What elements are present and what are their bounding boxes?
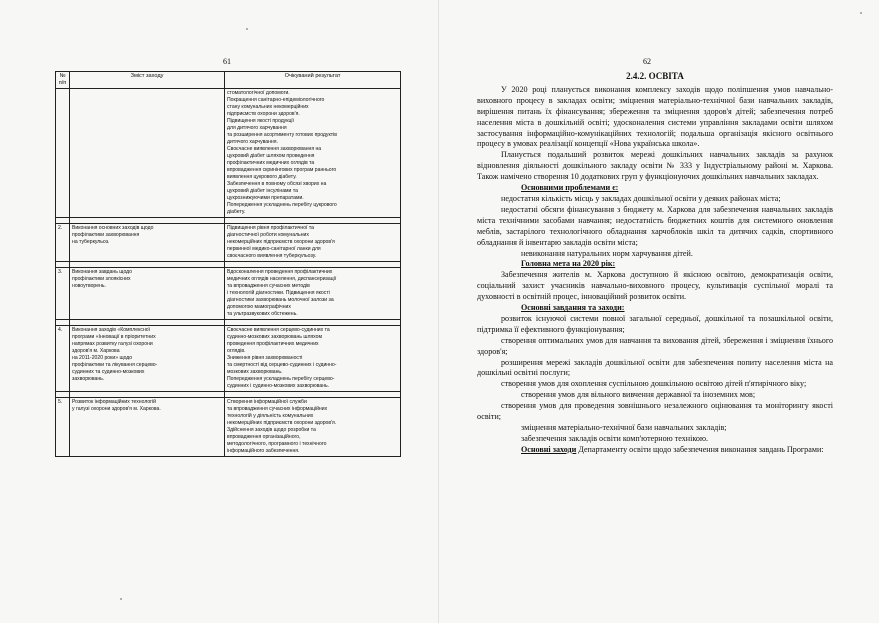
measure-line: профілактики злоякісних	[72, 276, 131, 282]
task-item: створення оптимальних умов для навчання та виховання дітей, збереження і зміцнення їхнього здоров'я;	[477, 335, 833, 356]
result-line: Покращення санітарно-епідеміологічного	[227, 97, 325, 103]
problem-item: недостатня кількість місць у закладах дошкільної освіти у деяких районах міста;	[501, 193, 781, 203]
result-line: стану комунальних некомерційних	[227, 104, 309, 110]
goal-text: Забезпечення жителів м. Харкова доступною й якісною освітою, демократизація освіти, соціальний захист учасників навчально-виховного процесу, культивація суспільної моралі та духовності в освітній процес, інноваційний розвиток освіти.	[477, 270, 833, 302]
result-line: діабету.	[227, 209, 246, 215]
measure-line: у галузі охорони здоров'я м. Харкова.	[72, 406, 161, 412]
result-cell	[225, 268, 401, 320]
health-measures-table	[55, 71, 401, 457]
result-line: Здійснення заходів щодо розробки та	[227, 427, 316, 433]
result-line: Своєчасне виявлення серцево-судинних та	[227, 327, 330, 333]
table-row	[56, 89, 401, 218]
result-line: і технологій діагностики. Підвищення якості	[227, 290, 330, 296]
table-row	[56, 224, 401, 262]
result-line: некомерційних підприємств охорони здоров'я.	[227, 420, 337, 426]
result-line: цукровий діабет шляхом проведення	[227, 153, 315, 159]
result-line: та смертності від серцево-судинних і судинно-	[227, 362, 337, 368]
task-item: розвиток існуючої системи повної загальної середньої, дошкільної та позашкільної освіти, підтримка її ефективного функціонування;	[477, 313, 833, 334]
scan-speck	[860, 12, 862, 14]
result-line: діагностичної роботи комунальних	[227, 232, 309, 238]
result-line: Своєчасне виявлення захворювання на	[227, 146, 322, 152]
measure-cell	[70, 268, 225, 320]
result-line: Вдосконалення проведення профілактичних	[227, 269, 333, 275]
measure-line: Виконання завдань щодо	[72, 269, 132, 275]
task-item: створення умов для проведення зовнішнього незалежного оцінювання та моніторингу якості освіти;	[477, 401, 833, 422]
result-line: проведення профілактичних медичних	[227, 341, 319, 347]
task-item: забезпечення закладів освіти комп'ютерною технікою.	[521, 433, 709, 443]
result-line: впровадження організаційного,	[227, 434, 301, 440]
result-line: Підвищення рівня профілактичної та	[227, 225, 314, 231]
result-line: підприємств охорони здоров'я.	[227, 111, 300, 117]
result-line: цукровий діабет інсулінами та	[227, 188, 298, 194]
measure-line: судинних та судинно-мозкових	[72, 369, 145, 375]
header-number: № п/п	[56, 72, 70, 89]
result-line: допомогою мамографічних	[227, 304, 291, 310]
task-item: створення умов для охоплення суспільною дошкільною освітою дітей п'ятирічного віку;	[501, 379, 807, 389]
row-number: 4.	[56, 326, 70, 392]
result-line: своєчасного виявлення туберкульозу.	[227, 253, 317, 259]
row-number: 5.	[56, 398, 70, 457]
education-section	[477, 71, 833, 456]
result-line: первинної медико-санітарної ланки для	[227, 246, 321, 252]
result-line: Забезпечення в повному обсязі хворих на	[227, 181, 327, 187]
result-line: Створення інформаційної служби	[227, 399, 307, 405]
header-measure: Зміст заходу	[70, 72, 225, 89]
result-cell	[225, 398, 401, 457]
row-number: 2.	[56, 224, 70, 262]
row-number	[56, 89, 70, 218]
measures-text: Департаменту освіти щодо забезпечення виконання завдань Програми:	[576, 444, 824, 454]
result-line: Зниження рівня захворюваності	[227, 355, 303, 361]
result-line: впровадження скринінгових програм раннього	[227, 167, 337, 173]
result-line: методологічного, програмного і технічного	[227, 441, 327, 447]
tasks-heading: Основні завдання та заходи:	[521, 303, 625, 313]
result-cell	[225, 326, 401, 392]
result-line: профілактичних медичних оглядів та	[227, 160, 315, 166]
right-page-number: 62	[643, 57, 651, 66]
result-line: інформаційного забезпечення.	[227, 448, 300, 454]
result-line: Попередження ускладнень перебігу серцево-	[227, 376, 335, 382]
result-line: та розширення асортименту готових продуктів	[227, 132, 337, 138]
scan-speck	[246, 28, 248, 30]
result-line: для дитячого харчування	[227, 125, 287, 131]
measure-line: на туберкульоз.	[72, 239, 110, 245]
task-item: розширення мережі закладів дошкільної освіти для забезпечення попиту населення міста на дошкільні освітні послуги;	[477, 357, 833, 378]
result-line: мозкових захворювань.	[227, 369, 283, 375]
measure-cell	[70, 224, 225, 262]
table-header-row	[56, 72, 401, 89]
result-line: дитячого харчування.	[227, 139, 278, 145]
measure-line: Виконання заходів «Комплексної	[72, 327, 151, 333]
problem-item: невиконання натуральних норм харчування дітей.	[521, 248, 693, 258]
result-line: судинних і судинно-мозкових захворювань.	[227, 383, 330, 389]
measure-line: на 2011-2020 роки» щодо	[72, 355, 133, 361]
result-line: оглядів.	[227, 348, 246, 354]
page-fold	[438, 0, 439, 623]
measure-line: здоров'я м. Харкова	[72, 348, 120, 354]
left-page-number: 61	[223, 57, 231, 66]
task-item: створення умов для вільного вивчення державної та іноземних мов;	[521, 390, 756, 400]
measures-line	[521, 445, 833, 456]
result-line: технологій у діяльність комунальних	[227, 413, 314, 419]
result-line: некомерційних підприємств охорони здоров'я	[227, 239, 335, 245]
table-row	[56, 326, 401, 392]
result-line: діагностики захворювань молочної залози за	[227, 297, 334, 303]
measure-cell	[70, 398, 225, 457]
measures-heading: Основні заходи	[521, 444, 577, 454]
result-line: Попередження ускладнень перебігу цукрового	[227, 202, 337, 208]
measure-cell	[70, 89, 225, 218]
intro-paragraph: Планується подальший розвиток мережі дошкільних навчальних закладів за рахунок відновлення діяльності дошкільного закладу освіти № 333 у Індустріальному районі м. Харкова. Також намічено створення 10 додаткових груп у функціонуючих дошкільних навчальних закладах.	[477, 150, 833, 182]
result-cell	[225, 224, 401, 262]
problem-item: недостатні обсяги фінансування з бюджету м. Харкова для забезпечення навчальних закладів міста технічними засобами навчання; недостатність бюджетних коштів для системного оновлення меблів, застарілого технологічного обладнання харчоблоків шкіл та дитячих садків, спортивного обладнання й інвентарю закладів освіти міста;	[477, 204, 833, 247]
measure-line: Виконання основних заходів щодо	[72, 225, 154, 231]
table-row	[56, 268, 401, 320]
goal-heading: Головна мета на 2020 рік:	[521, 259, 616, 269]
row-number: 3.	[56, 268, 70, 320]
result-line: та ультразвукових обстежень.	[227, 311, 298, 317]
scan-speck	[120, 598, 122, 600]
task-item: зміцнення матеріально-технічної бази навчальних закладів;	[521, 423, 727, 432]
measure-line: новоутворень.	[72, 283, 106, 289]
result-line: стоматологічної допомоги.	[227, 90, 290, 96]
result-cell	[225, 89, 401, 218]
result-line: Підвищення якості продукції	[227, 118, 294, 124]
measure-cell	[70, 326, 225, 392]
header-result: Очікуваний результат	[225, 72, 401, 89]
problems-heading: Основними проблемами є:	[521, 183, 619, 193]
measure-line: профілактики захворювання	[72, 232, 140, 238]
measure-line: програми «Інновації в пріоритетних	[72, 334, 156, 340]
measure-line: захворювань.	[72, 376, 105, 382]
section-heading: 2.4.2. ОСВІТА	[626, 71, 684, 81]
measure-line: напрямах розвитку галузі охорони	[72, 341, 153, 347]
measure-line: Розвиток інформаційних технологій	[72, 399, 157, 405]
result-line: та впровадження сучасних інформаційних	[227, 406, 328, 412]
result-line: виявлення цукрового діабету.	[227, 174, 297, 180]
table-row	[56, 398, 401, 457]
intro-paragraph: У 2020 році планується виконання комплексу заходів щодо поліпшення умов навчально-виховного процесу в закладах освіти; зміцнення матеріально-технічної бази навчальних закладів, вирішення питань їх фінансування; збереження та зміцнення здоров'я дітей; забезпечення потреб населення міста в дошкільній освіті; удосконалення системи управління закладами освіти шляхом застосування інформаційно-комунікаційних технологій; подальша організація якісного освітнього процесу в умовах реалізації концепції «Нова українська школа».	[477, 84, 833, 149]
result-line: та впровадження сучасних методів	[227, 283, 310, 289]
result-line: цукрознижуючими препаратами.	[227, 195, 304, 201]
measure-line: профілактики та лікування серцево-	[72, 362, 158, 368]
result-line: судинно-мозкових захворювань шляхом	[227, 334, 322, 340]
result-line: медичних оглядів населення, диспансеризації	[227, 276, 337, 282]
